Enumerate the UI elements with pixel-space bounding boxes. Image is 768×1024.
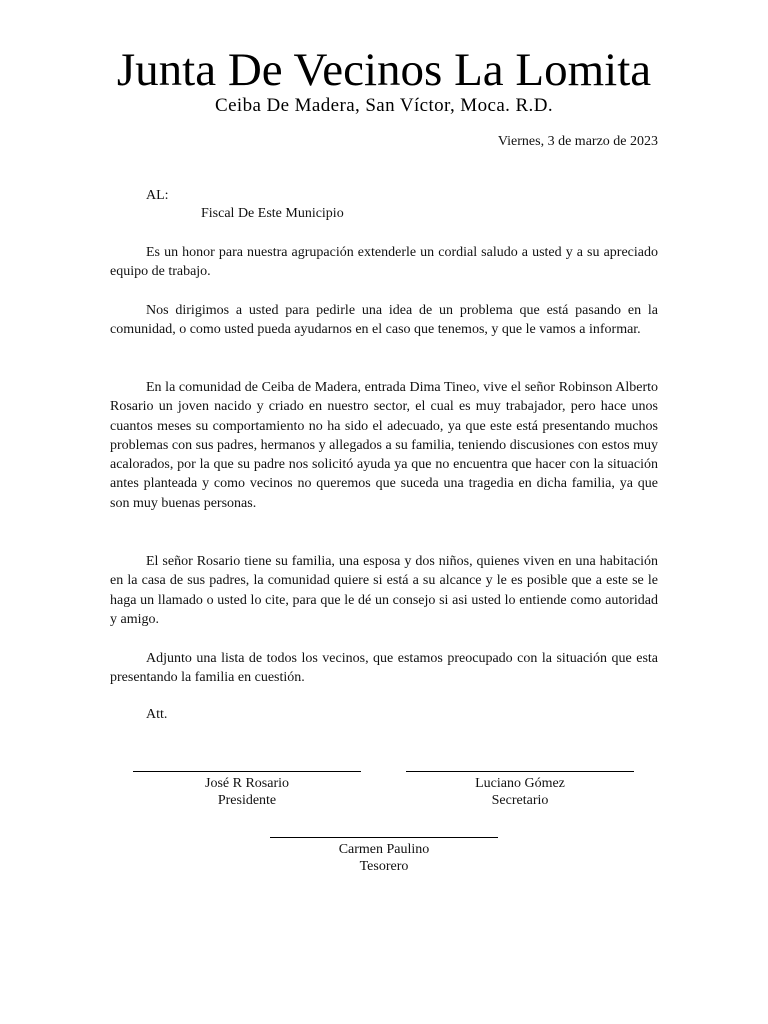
signature-block-president xyxy=(133,771,361,809)
signer-name: Carmen Paulino xyxy=(338,842,430,857)
closing: Att. xyxy=(146,707,168,722)
signer-name: José R Rosario xyxy=(205,776,289,791)
signer-role: Presidente xyxy=(217,793,277,808)
signature-block-secretary xyxy=(406,771,634,809)
organization-address: Ceiba De Madera, San Víctor, Moca. R.D. xyxy=(215,95,553,116)
signer-role: Tesorero xyxy=(359,859,409,874)
body-paragraph: Nos dirigimos a usted para pedirle una idea de un problema que está pasando en la comunidad, o como usted pueda ayudarnos en el caso que tenemos, y que le vamos a informar. xyxy=(110,303,658,338)
signature-line xyxy=(406,771,634,772)
body-paragraph: El señor Rosario tiene su familia, una esposa y dos niños, quienes viven en una habitación en la casa de sus padres, la comunidad quiere si está a su alcance y le es posible que a este se le haga un llamado o usted lo cite, para que le dé un consejo si asi usted lo entiende como autoridad y amigo. xyxy=(110,554,658,627)
signature-line xyxy=(133,771,361,772)
body-paragraph: En la comunidad de Ceiba de Madera, entrada Dima Tineo, vive el señor Robinson Alberto Rosario un joven nacido y criado en nuestro sector, el cual es muy trabajador, pero hace unos cuantos meses su comportamiento no ha sido el adecuado, ya que este está presentando muchos problemas con sus padres, hermanos y allegados a su familia, teniendo discusiones con estos muy acalorados, por la que su padre nos solicitó ayuda ya que no encuentra que hacer con la situación antes planteada y como vecinos no queremos que suceda una tragedia en dicha familia, ya que son muy buenas personas. xyxy=(110,380,658,511)
body-paragraph: Adjunto una lista de todos los vecinos, que estamos preocupado con la situación que esta presentando la familia en cuestión. xyxy=(110,651,658,686)
signer-role: Secretario xyxy=(491,793,549,808)
addressee-label: AL: xyxy=(146,188,169,203)
letter-date: Viernes, 3 de marzo de 2023 xyxy=(497,134,658,149)
body-paragraph: Es un honor para nuestra agrupación extenderle un cordial saludo a usted y a su apreciado equipo de trabajo. xyxy=(110,245,658,280)
addressee-name: Fiscal De Este Municipio xyxy=(201,206,344,221)
organization-title: Junta De Vecinos La Lomita xyxy=(116,44,652,96)
signature-block-treasurer xyxy=(270,837,498,875)
signature-line xyxy=(270,837,498,838)
signer-name: Luciano Gómez xyxy=(475,776,565,791)
